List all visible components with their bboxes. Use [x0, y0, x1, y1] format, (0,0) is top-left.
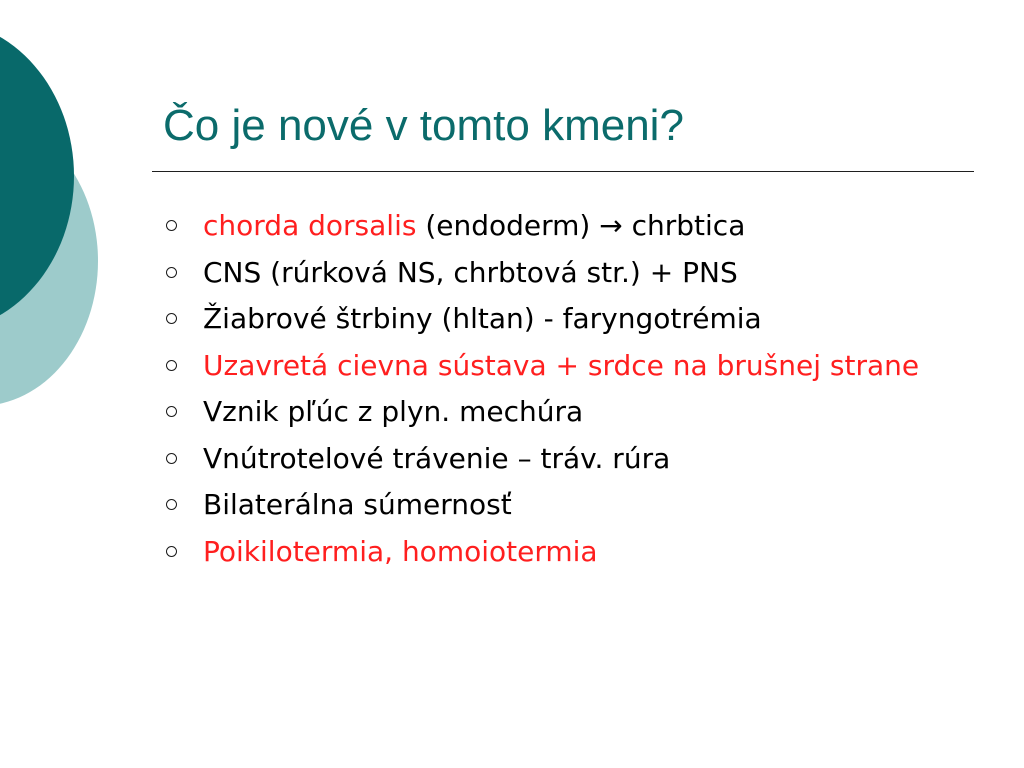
bullet-item-bilateralna-sumernost: [160, 486, 960, 524]
hollow-circle-icon: [166, 453, 177, 464]
bullet-highlight-text: chorda dorsalis: [203, 209, 417, 242]
hollow-circle-icon: [166, 360, 177, 371]
bullet-item-cievna-sustava: [160, 347, 960, 385]
bullet-text: Uzavretá cievna sústava + srdce na brušnej strane: [203, 348, 920, 382]
bullet-item-vznik-pluc: [160, 393, 960, 431]
bullet-item-vnutrotelove-travenie: [160, 440, 960, 478]
bullet-item-chorda-dorsalis: [160, 207, 960, 245]
hollow-circle-icon: [166, 546, 177, 557]
hollow-circle-icon: [166, 220, 177, 231]
hollow-circle-icon: [166, 406, 177, 417]
slide-title: Čo je nové v tomto kmeni?: [163, 101, 684, 150]
hollow-circle-icon: [166, 313, 177, 324]
bullet-text: Poikilotermia, homoiotermia: [203, 534, 598, 568]
bullet-list: [160, 207, 960, 579]
bullet-text: Vnútrotelové trávenie – tráv. rúra: [203, 441, 671, 475]
bullet-text: CNS (rúrková NS, chrbtová str.) + PNS: [203, 255, 738, 289]
bullet-item-cns: [160, 254, 960, 292]
bullet-text: (endoderm) → chrbtica: [416, 209, 746, 242]
hollow-circle-icon: [166, 499, 177, 510]
bullet-item-ziabrove-strbiny: [160, 300, 960, 338]
bullet-text: Bilaterálna súmernosť: [203, 488, 512, 521]
bullet-text: Žiabrové štrbiny (hltan) - faryngotrémia: [203, 302, 762, 335]
hollow-circle-icon: [166, 267, 177, 278]
bullet-item-poikilotermia: [160, 533, 960, 571]
bullet-text: Vznik pľúc z plyn. mechúra: [203, 395, 584, 428]
title-divider: [152, 171, 974, 172]
